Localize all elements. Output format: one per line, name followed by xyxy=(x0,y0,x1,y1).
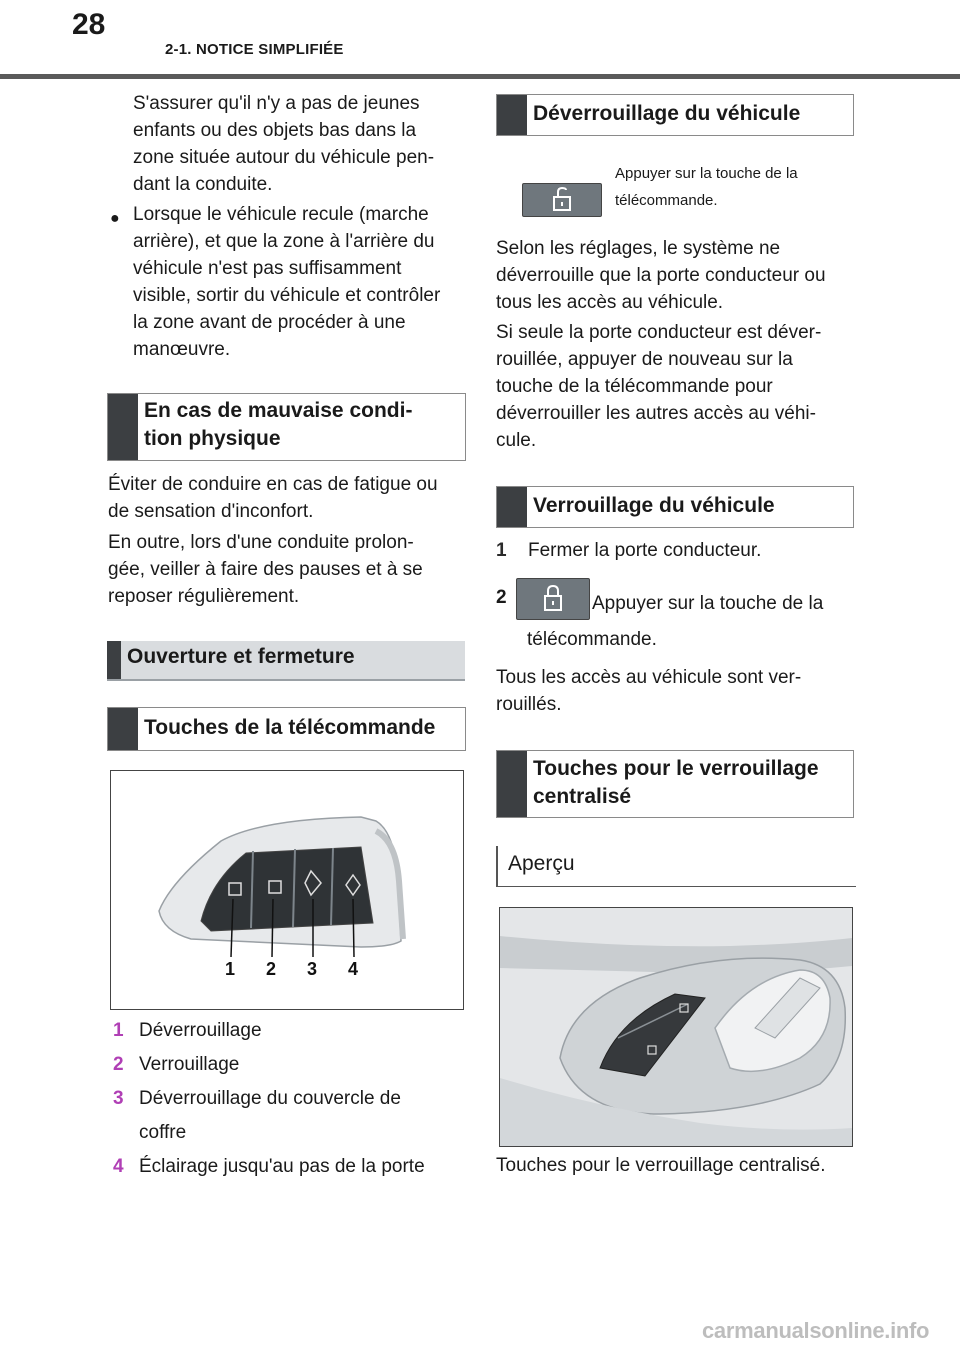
figure-label-2: 2 xyxy=(266,959,277,979)
settings-paragraph: Selon les réglages, le système ne déverrouille que la porte conducteur ou tous les accès au véhicule. xyxy=(496,238,826,313)
heading-opening-closing: Ouverture et fermeture xyxy=(107,641,465,681)
lock-step-2-text: Appuyer sur la touche de la xyxy=(592,593,824,614)
key-fob-figure xyxy=(110,770,464,1010)
heading-bar xyxy=(497,487,527,527)
door-panel-illustration xyxy=(500,908,852,1146)
lock-step-1: 1 Fermer la porte conducteur. xyxy=(496,540,762,561)
heading-bar xyxy=(108,708,138,750)
heading-remote-keys: Touches de la télécommande xyxy=(107,707,466,751)
bullet-icon: ● xyxy=(110,210,120,227)
list-item: 4 Éclairage jusqu'au pas de la porte xyxy=(113,1156,425,1177)
heading-bar xyxy=(497,95,527,135)
lock-key-button xyxy=(516,578,590,620)
unlock-key-instruction: Appuyer sur la touche de la télécommande. xyxy=(615,165,798,209)
figure-label-4: 4 xyxy=(348,959,359,979)
unlock-key-button xyxy=(522,183,602,217)
subheading-overview: Aperçu xyxy=(496,846,856,887)
page-number: 28 xyxy=(72,8,106,41)
watermark: carmanualsonline.info xyxy=(702,1318,930,1343)
list-item: 1 Déverrouillage xyxy=(113,1020,262,1041)
header-rule xyxy=(0,74,960,79)
driver-door-paragraph: Si seule la porte conducteur est déver- rouillée, appuyer de nouveau sur la touche de la télécommande pour déverrouiller les autres accès au véhi- cule. xyxy=(496,322,822,451)
heading-bar xyxy=(108,394,138,460)
chapter-title: 2-1. NOTICE SIMPLIFIÉE xyxy=(165,41,344,58)
pauses-paragraph: En outre, lors d'une conduite prolon- gée, veiller à faire des pauses et à se reposer régulièrement. xyxy=(108,532,423,607)
lock-step-2-number: 2 xyxy=(496,587,507,608)
central-locking-figure xyxy=(499,907,853,1147)
fatigue-paragraph: Éviter de conduire en cas de fatigue ou de sensation d'inconfort. xyxy=(108,474,438,522)
heading-bar xyxy=(497,751,527,817)
locked-paragraph: Tous les accès au véhicule sont ver- rouillés. xyxy=(496,667,802,715)
key-fob-illustration xyxy=(111,771,463,1009)
key-legend-list: 1 Déverrouillage 2 Verrouillage 3 Déverrouillage du couvercle de coffre 4 Éclairage jusqu'au pas de la porte xyxy=(113,1014,473,1184)
unlock-icon xyxy=(523,184,601,216)
intro-paragraph: S'assurer qu'il n'y a pas de jeunes enfants ou des objets bas dans la zone située autour du véhicule pen- dant la conduite. xyxy=(133,93,435,195)
lock-icon xyxy=(517,579,589,619)
heading-central-locking: Touches pour le verrouillage centralisé xyxy=(496,750,854,818)
bullet-paragraph: Lorsque le véhicule recule (marche arrière), et que la zone à l'arrière du véhicule n'est pas suffisamment visible, sortir du véhicule et contrôler la zone avant de procéder à une manœuvre. xyxy=(133,204,441,360)
figure-label-1: 1 xyxy=(225,959,236,979)
figure-caption: Touches pour le verrouillage centralisé. xyxy=(496,1155,826,1176)
list-item: 2 Verrouillage xyxy=(113,1054,240,1075)
heading-unlock-vehicle: Déverrouillage du véhicule xyxy=(496,94,854,136)
lock-step-2-text-continued: télécommande. xyxy=(527,629,657,650)
heading-lock-vehicle: Verrouillage du véhicule xyxy=(496,486,854,528)
heading-physical-condition: En cas de mauvaise condi- tion physique xyxy=(107,393,466,461)
figure-label-3: 3 xyxy=(307,959,318,979)
list-item: 3 Déverrouillage du couvercle de xyxy=(113,1088,401,1109)
heading-bar xyxy=(107,641,121,679)
